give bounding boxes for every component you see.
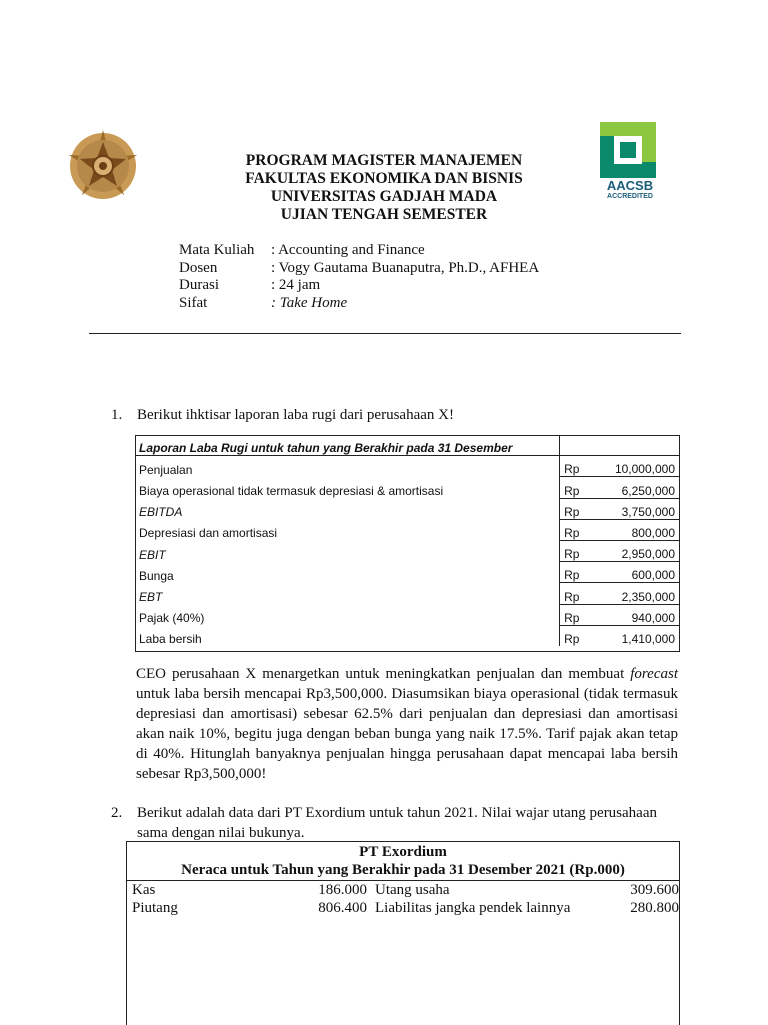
- table-row: [135, 477, 679, 498]
- row-label: EBIT: [139, 547, 166, 562]
- row-currency: Rp: [560, 477, 599, 498]
- table-row: [135, 562, 679, 583]
- row-value: 6,250,000: [599, 477, 679, 498]
- header-spacer: [560, 435, 599, 456]
- info-row-lecturer: [179, 260, 539, 278]
- liability-value: 309.600: [630, 882, 679, 898]
- info-label: Dosen: [179, 259, 218, 276]
- question-2-text-cont: sama dengan nilai bukunya.: [137, 825, 305, 841]
- row-label: Bunga: [139, 568, 174, 583]
- row-currency: Rp: [560, 562, 599, 583]
- question-1-intro: [111, 405, 681, 425]
- balance-sheet: [126, 841, 680, 1025]
- row-label: Depresiasi dan amortisasi: [139, 526, 278, 541]
- row-label: Penjualan: [139, 462, 193, 477]
- aacsb-accredited: ACCREDITED: [607, 193, 653, 200]
- question-1-text: Berikut ihktisar laporan laba rugi dari perusahaan X!: [137, 407, 454, 423]
- question-1-paragraph: [136, 664, 678, 784]
- header-program: PROGRAM MAGISTER MANAJEMEN: [245, 152, 523, 169]
- info-value: : Accounting and Finance: [271, 242, 425, 258]
- table-row: [135, 540, 679, 561]
- header-university: UNIVERSITAS GADJAH MADA: [270, 188, 498, 205]
- table-row: [127, 881, 679, 899]
- income-statement-table: [135, 435, 679, 646]
- row-label: Biaya operasional tidak termasuk depresiasi & amortisasi: [139, 484, 444, 499]
- row-value: 600,000: [599, 562, 679, 583]
- info-value: : Vogy Gautama Buanaputra, Ph.D., AFHEA: [271, 259, 540, 276]
- row-value: 800,000: [599, 519, 679, 540]
- aacsb-wordmark: AACSB: [606, 178, 654, 193]
- row-value: 2,950,000: [599, 540, 679, 561]
- info-label: Sifat: [179, 294, 208, 311]
- table-row: [135, 498, 679, 519]
- row-value: 3,750,000: [599, 498, 679, 519]
- row-currency: Rp: [560, 498, 599, 519]
- para-part-a: CEO perusahaan X menargetkan untuk meningkatkan penjualan dan membuat: [136, 666, 631, 682]
- row-label: EBT: [139, 590, 163, 604]
- table-title: Laporan Laba Rugi untuk tahun yang Berakhir pada 31 Desember: [135, 435, 560, 456]
- info-label: Durasi: [179, 277, 219, 294]
- question-number: 2.: [111, 805, 123, 821]
- asset-label: Kas: [132, 882, 156, 898]
- row-currency: Rp: [560, 519, 599, 540]
- row-label: EBITDA: [139, 505, 183, 520]
- row-value: 10,000,000: [599, 456, 679, 477]
- aacsb-logo: [600, 122, 660, 204]
- aacsb-mark-icon: [600, 122, 660, 178]
- header-faculty: FAKULTAS EKONOMIKA DAN BISNIS: [245, 170, 523, 187]
- table-header-row: [135, 435, 679, 456]
- info-value: : Take Home: [271, 294, 348, 311]
- row-value: 2,350,000: [599, 583, 679, 604]
- question-2-intro: [111, 803, 681, 823]
- table-row: [135, 456, 679, 477]
- row-value: 940,000: [599, 604, 679, 625]
- asset-value: 186.000: [318, 882, 367, 898]
- info-row-course: [179, 242, 539, 260]
- ugm-logo: [64, 127, 142, 205]
- question-2-text: Berikut adalah data dari PT Exordium untuk tahun 2021. Nilai wajar utang perusahaan: [137, 805, 657, 821]
- table-row: [127, 899, 679, 917]
- row-currency: Rp: [560, 456, 599, 477]
- info-value: : 24 jam: [271, 277, 321, 294]
- question-number: 1.: [111, 407, 123, 423]
- liability-label: Utang usaha: [375, 882, 450, 898]
- info-row-type: [179, 295, 539, 313]
- row-label: Laba bersih: [139, 631, 202, 646]
- course-info: [179, 242, 539, 312]
- table-row: [135, 583, 679, 604]
- table-row: [135, 625, 679, 646]
- info-label: Mata Kuliah: [179, 242, 255, 258]
- asset-label: Piutang: [132, 900, 178, 916]
- table-row: [135, 604, 679, 625]
- row-currency: Rp: [560, 625, 599, 646]
- row-currency: Rp: [560, 583, 599, 604]
- para-part-b: untuk laba bersih mencapai Rp3,500,000. Diasumsikan biaya operasional (tidak termasuk depresiasi dan amortisasi) sebesar 62.5% dari penjualan dan depresiasi dan amortisasi akan naik 10%, begitu juga dengan beban bunga yang naik 17.5%. Tarif pajak akan tetap di 40%. Hitunglah banyaknya penjualan hingga perusahaan dapat mencapai laba bersih sebesar Rp3,500,000!: [136, 686, 678, 782]
- table-row: [135, 519, 679, 540]
- balance-sheet-title: Neraca untuk Tahun yang Berakhir pada 31 Desember 2021 (Rp.000): [181, 862, 625, 878]
- row-currency: Rp: [560, 604, 599, 625]
- exam-header: [190, 152, 578, 224]
- para-forecast: forecast: [630, 666, 678, 682]
- row-value: 1,410,000: [621, 631, 675, 646]
- balance-sheet-company: PT Exordium: [359, 844, 447, 860]
- info-row-duration: [179, 277, 539, 295]
- header-divider: [89, 333, 681, 334]
- asset-value: 806.400: [318, 900, 367, 916]
- liability-value: 280.800: [630, 900, 679, 916]
- row-currency: Rp: [560, 540, 599, 561]
- header-exam: UJIAN TENGAH SEMESTER: [280, 206, 488, 223]
- header-spacer: [599, 435, 679, 456]
- liability-label: Liabilitas jangka pendek lainnya: [375, 900, 571, 916]
- row-label: Pajak (40%): [139, 611, 205, 626]
